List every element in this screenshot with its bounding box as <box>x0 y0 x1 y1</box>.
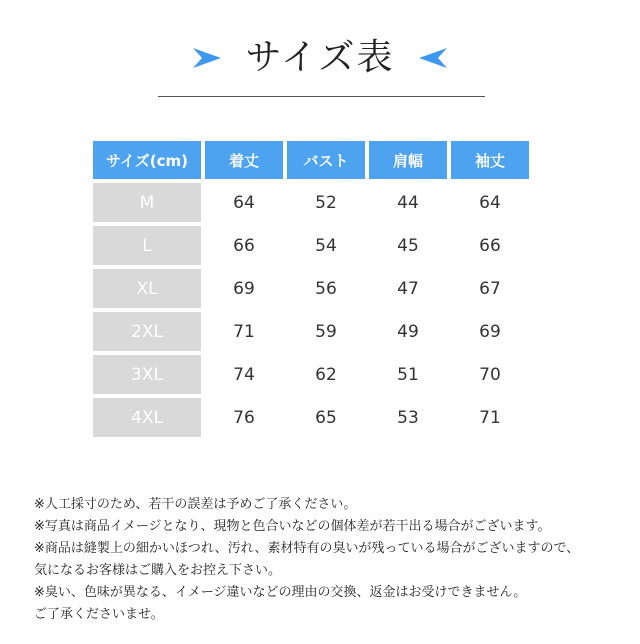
size-label: XL <box>93 269 201 308</box>
table-row <box>93 183 529 222</box>
bust-value: 52 <box>315 192 337 213</box>
header-shoulder: 肩幅 <box>369 141 447 179</box>
shoulder-value: 47 <box>397 278 419 299</box>
size-table <box>89 137 533 441</box>
length-value: 74 <box>233 364 255 385</box>
note-line: ※商品は縫製上の細かいほつれ、汚れ、素材特有の臭いが残っている場合がございますので、 <box>34 541 580 556</box>
page-title: サイズ表 <box>245 37 395 78</box>
note-line: 気になるお客様はご購入をお控え下さい。 <box>34 563 282 578</box>
table-row <box>93 398 529 437</box>
sleeve-value: 69 <box>479 321 501 342</box>
table-row <box>93 226 529 265</box>
bust-value: 59 <box>315 321 337 342</box>
table-row <box>93 312 529 351</box>
length-value: 71 <box>233 321 255 342</box>
note-line: ※写真は商品イメージとなり、現物と色合いなどの個体差が若干出る場合がございます。 <box>34 519 551 534</box>
sleeve-value: 64 <box>479 192 501 213</box>
note-line: ご了承くださいませ。 <box>34 607 164 622</box>
note-line: ※人工採寸のため、若干の誤差は予めご了承ください。 <box>34 497 357 512</box>
length-value: 76 <box>233 407 255 428</box>
size-label: 3XL <box>93 355 201 394</box>
header-size: サイズ(cm) <box>93 141 201 179</box>
title-block <box>0 28 640 88</box>
chevron-right-icon <box>191 45 223 71</box>
length-value: 64 <box>233 192 255 213</box>
shoulder-value: 49 <box>397 321 419 342</box>
shoulder-value: 45 <box>397 235 419 256</box>
chevron-left-icon <box>417 45 449 71</box>
table-header-row <box>93 141 529 179</box>
shoulder-value: 53 <box>397 407 419 428</box>
length-value: 66 <box>233 235 255 256</box>
header-sleeve: 袖丈 <box>451 141 529 179</box>
sleeve-value: 71 <box>479 407 501 428</box>
header-bust: バスト <box>287 141 365 179</box>
bust-value: 56 <box>315 278 337 299</box>
note-line: ※臭い、色味が異なる、イメージ違いなどの理由の交換、返金はお受けできません。 <box>34 585 527 600</box>
bust-value: 65 <box>315 407 337 428</box>
bust-value: 62 <box>315 364 337 385</box>
size-label: 2XL <box>93 312 201 351</box>
title-divider <box>158 96 485 97</box>
table-row <box>93 355 529 394</box>
table-row <box>93 269 529 308</box>
length-value: 69 <box>233 278 255 299</box>
header-length: 着丈 <box>205 141 283 179</box>
sleeve-value: 66 <box>479 235 501 256</box>
size-label: M <box>93 183 201 222</box>
sleeve-value: 67 <box>479 278 501 299</box>
shoulder-value: 44 <box>397 192 419 213</box>
sleeve-value: 70 <box>479 364 501 385</box>
shoulder-value: 51 <box>397 364 419 385</box>
bust-value: 54 <box>315 235 337 256</box>
size-label: L <box>93 226 201 265</box>
size-label: 4XL <box>93 398 201 437</box>
notes-block <box>34 494 624 626</box>
